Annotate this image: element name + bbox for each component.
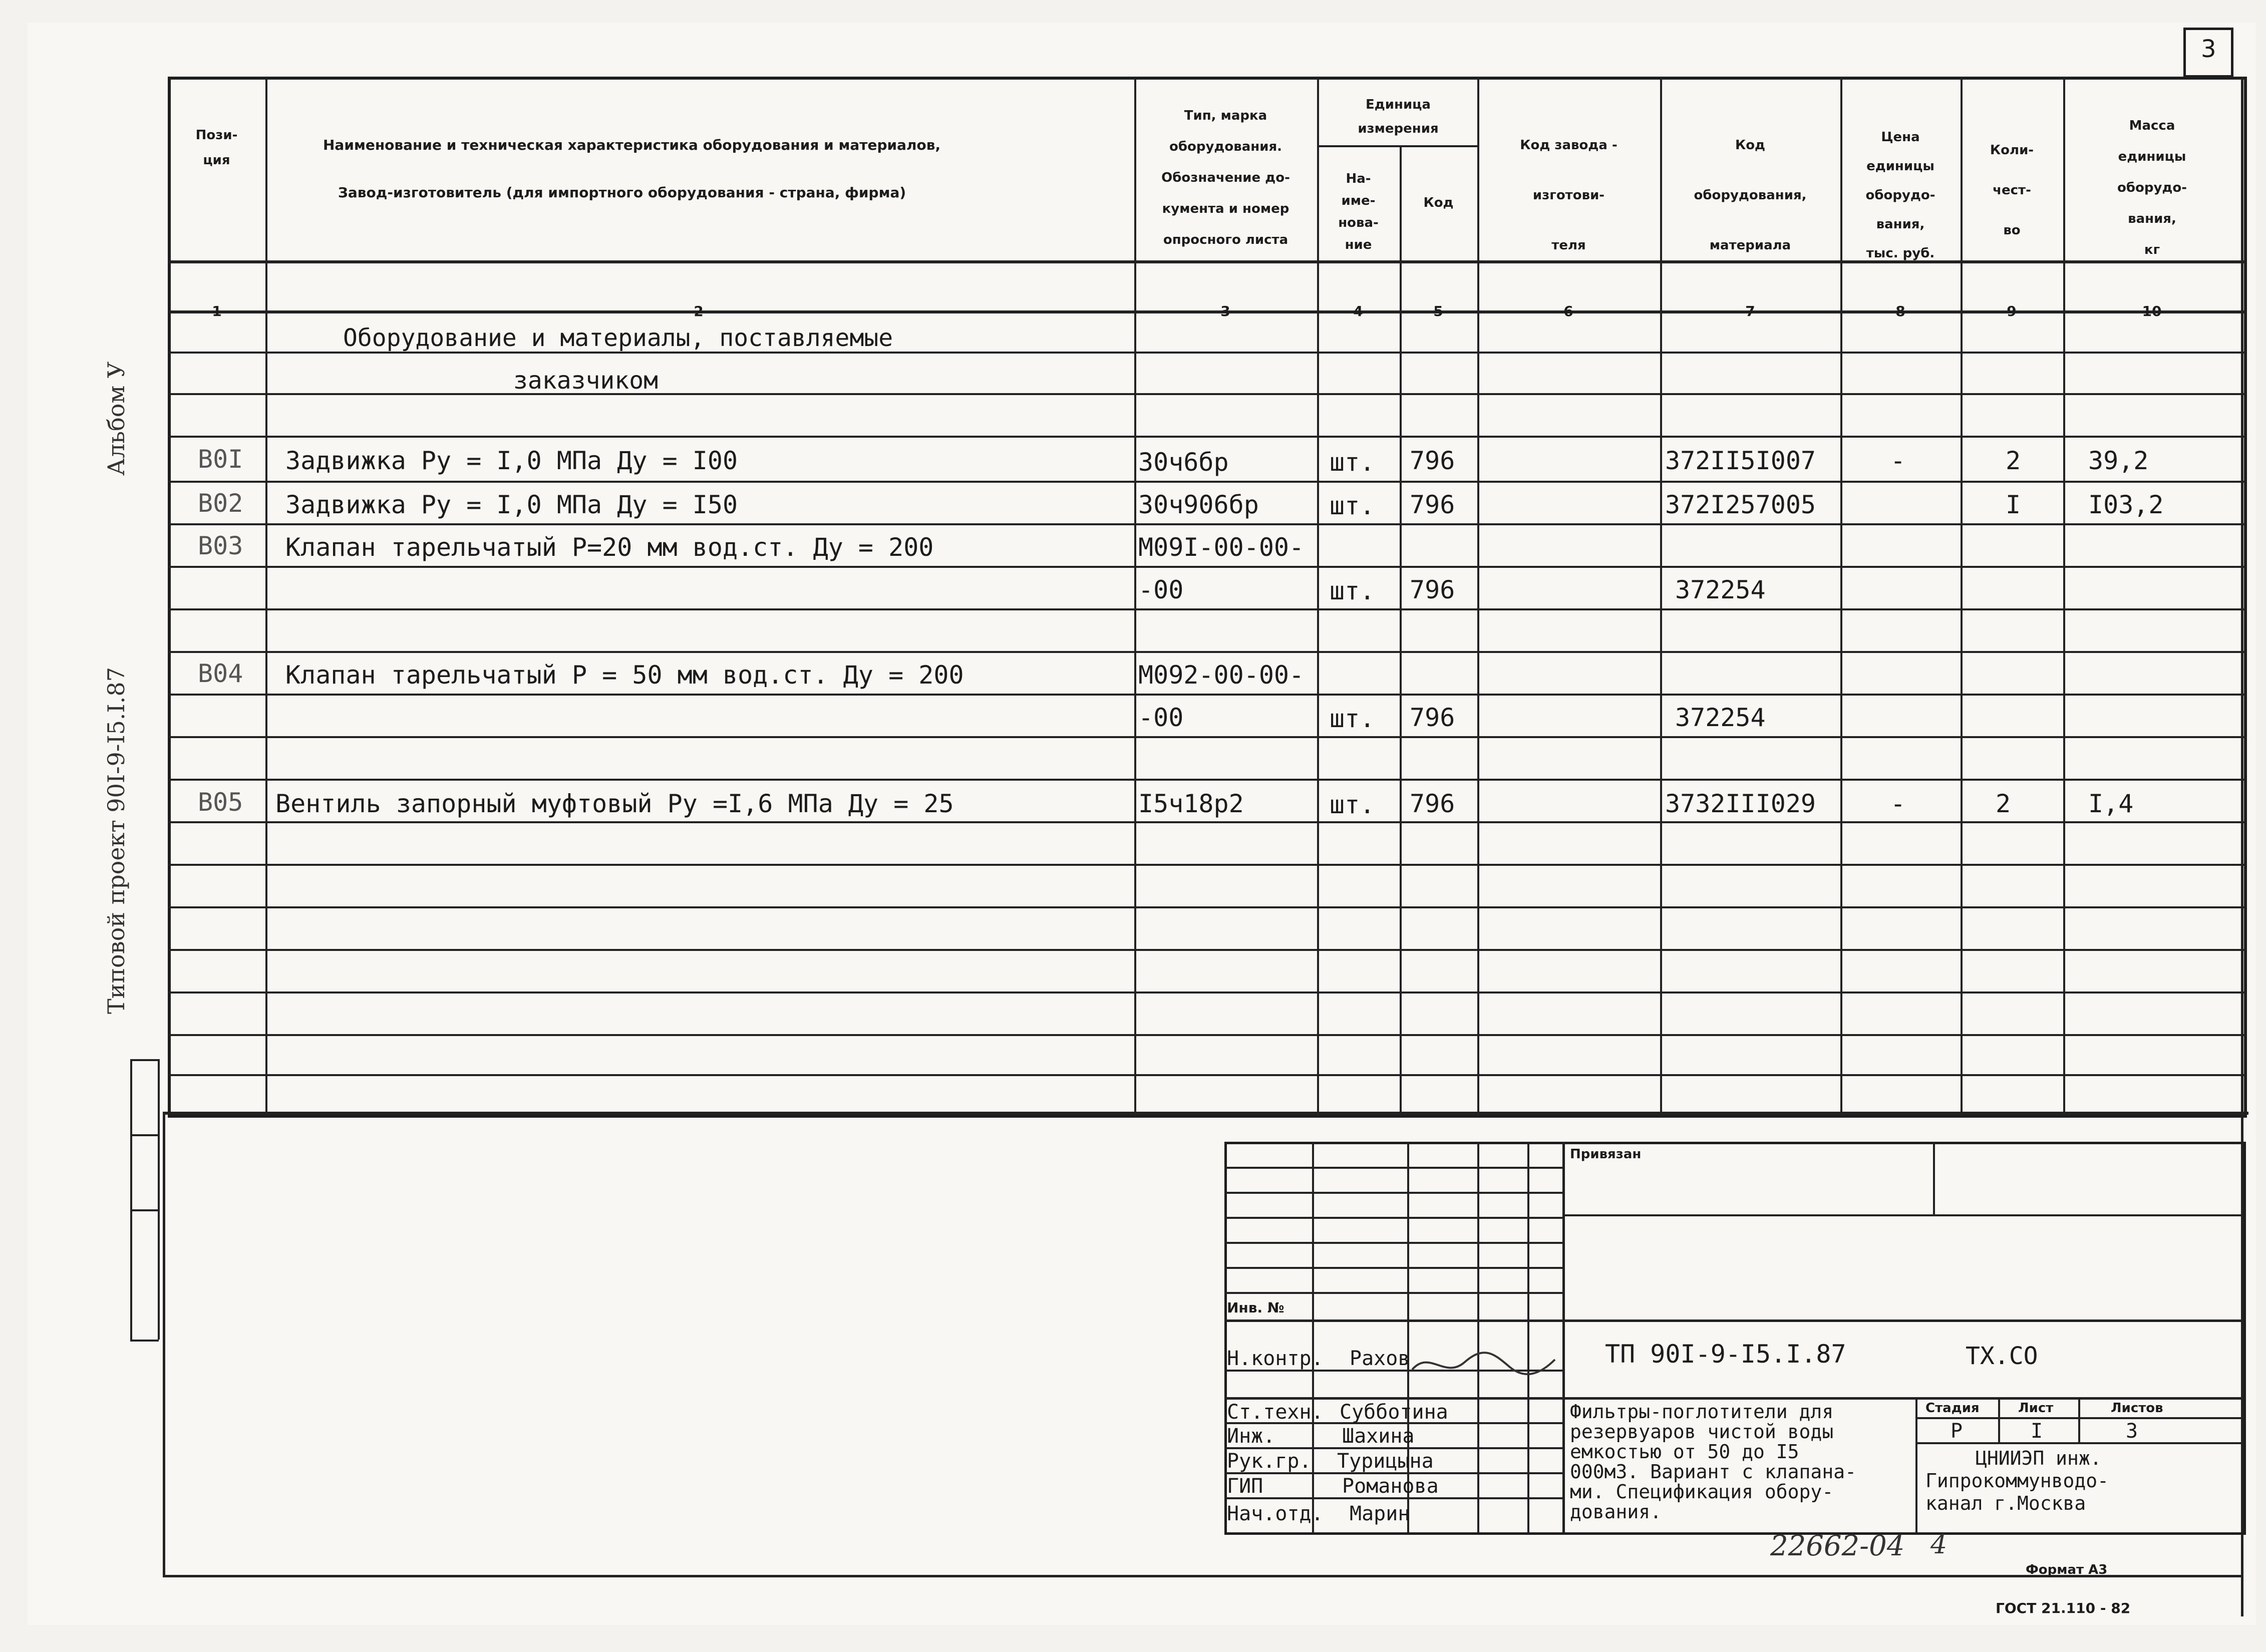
stamp-line [1224,1397,2241,1400]
row-unit-code: 796 [1410,789,1455,818]
side-album-label: Альбом У [103,361,130,476]
section-title-line1: Оборудование и материалы, поставляемые [343,324,893,352]
header-text: ция [203,153,230,168]
col-number: 4 [1353,303,1363,319]
row-line [168,1074,2246,1076]
row-position: В0I [198,445,243,474]
header-text: Масса [2129,118,2175,133]
stamp-role: Ст.техн. [1227,1401,1324,1424]
header-text: оборудования. [1169,139,1282,154]
drawing-sheet [28,23,2256,1625]
page-number: 3 [2201,35,2216,63]
row-unit: шт. [1330,491,1375,520]
stamp-stadia-label: Стадия [1925,1401,1980,1416]
header-text: теля [1551,238,1586,253]
row-line [168,906,2246,908]
header-text: вания, [1876,217,1925,232]
row-name: Клапан тарельчатый Р = 50 мм вод.ст. Ду = 200 [285,660,964,690]
row-equip-code: 372I257005 [1665,490,1816,519]
row-name: Задвижка Ру = I,0 МПа Ду = I00 [285,446,738,475]
header-text: единицы [2118,149,2186,164]
page-frame-bottom [163,1575,2243,1577]
stamp-line [1224,1319,2241,1322]
row-unit: шт. [1330,576,1375,605]
row-unit: шт. [1330,448,1375,477]
row-type: 30ч906бр [1138,490,1259,519]
row-type: М092-00-00- [1138,660,1305,690]
col-number: 5 [1433,303,1443,319]
stamp-designation: ТП 90I-9-I5.I.87 [1605,1340,1846,1369]
stamp-listov-label: Листов [2111,1401,2163,1416]
stamp-person: Романова [1342,1475,1439,1498]
header-type [1134,100,1317,255]
row-name: Вентиль запорный муфтовый Ру =I,6 МПа Ду = 25 [275,789,954,818]
binding-strip-line [158,1059,160,1340]
header-equip-code [1660,120,1840,270]
row-type-cont: -00 [1138,575,1184,604]
row-quantity: 2 [2006,446,2021,475]
header-text: во [2003,223,2021,238]
binding-strip-line [130,1209,159,1211]
row-type: М09I-00-00- [1138,533,1305,562]
row-position: В04 [198,659,243,688]
stamp-person: Рахов [1350,1347,1410,1370]
col-number: 6 [1563,303,1573,319]
stamp-title-line: дования. [1570,1501,1662,1523]
header-text: опросного листа [1163,232,1288,247]
header-text: Код [1735,138,1766,153]
binding-strip-line [130,1340,159,1342]
row-line [168,651,2246,653]
stamp-line [1224,1192,1565,1194]
stamp-line [1224,1267,1565,1269]
unit-subheader-line [1317,145,1479,147]
stamp-listov-value: 3 [2126,1420,2138,1443]
row-line [168,393,2246,395]
stamp-title-line: ми. Спецификация обору- [1570,1481,1834,1503]
row-type-cont: -00 [1138,703,1184,732]
header-text: материала [1709,238,1791,253]
stamp-person: Марин [1350,1502,1410,1525]
header-unit-group [1317,93,1479,141]
col-number: 10 [2142,303,2162,319]
header-text: кумента и номер [1162,201,1289,216]
signature-mark [1410,1345,1560,1385]
row-unit: шт. [1330,704,1375,733]
stamp-org-line: канал г.Москва [1925,1492,2086,1514]
stamp-role: Н.контр. [1227,1347,1324,1370]
stamp-line [1224,1217,1565,1219]
row-line [168,436,2246,438]
header-mass [2063,110,2241,265]
row-line [168,566,2246,568]
row-quantity: 2 [1996,789,2011,818]
row-unit-code: 796 [1410,490,1455,519]
stamp-role: Рук.гр. [1227,1450,1312,1473]
stamp-line [1565,1214,2241,1216]
side-project-label: Типовой проект 90I-9-I5.I.87 [103,667,130,1014]
row-equip-code: 372254 [1675,703,1766,732]
stamp-title-line: Фильтры-поглотители для [1570,1401,1834,1423]
header-text: чест- [1993,183,2031,198]
header-unit-code: Код [1423,195,1454,210]
row-price: - [1890,789,1906,818]
row-unit-code: 796 [1410,575,1455,604]
col-line [265,77,267,1116]
header-text: оборудо- [2117,180,2187,195]
row-name: Задвижка Ру = I,0 МПа Ду = I50 [285,490,738,519]
col-number: 3 [1220,303,1230,319]
header-text: кг [2144,242,2160,257]
header-text: тыс. руб. [1866,246,1935,261]
stamp-person: Субботина [1340,1401,1448,1424]
row-line [168,1034,2246,1036]
row-unit: шт. [1330,790,1375,819]
header-text: оборудования, [1694,188,1807,203]
header-name-line2: Завод-изготовитель (для импортного оборудования - страна, фирма) [338,184,906,201]
stamp-role: Нач.отд. [1227,1502,1324,1525]
binding-strip-line [130,1059,132,1340]
header-price [1840,123,1961,268]
stamp-person: Турицына [1337,1450,1434,1473]
row-type: 30ч6бр [1138,448,1229,477]
stamp-line [1224,1167,1565,1169]
stamp-doc-code: ТХ.СО [1966,1342,2038,1370]
row-position: В05 [198,788,243,817]
binding-strip-line [130,1134,159,1136]
header-text: На- [1346,171,1371,186]
row-equip-code: 372II5I007 [1665,446,1816,475]
col-number: 2 [694,303,704,319]
archive-sheet: 4 [1930,1530,1948,1560]
header-text: нова- [1338,215,1379,230]
stamp-line [1933,1142,1935,1214]
col-number: 8 [1895,303,1905,319]
row-price: - [1890,446,1906,475]
header-text: Цена [1881,130,1920,145]
header-text: изготови- [1532,188,1605,203]
row-mass: I03,2 [2088,490,2164,519]
stamp-line [1998,1397,2000,1443]
row-line [168,694,2246,696]
row-quantity: I [2006,490,2021,519]
row-type: I5ч18р2 [1138,789,1244,818]
stamp-list-value: I [2031,1420,2043,1443]
header-name-line1: Наименование и техническая характеристика оборудования и материалов, [323,137,941,153]
stamp-line [1224,1292,1565,1294]
row-equip-code: 3732III029 [1665,789,1816,818]
header-text: Тип, марка [1184,108,1267,123]
table-bottom-line [163,1112,2248,1115]
page-frame-left [163,1112,165,1577]
header-text: Коли- [1990,143,2034,158]
header-unit-name [1317,168,1400,256]
stamp-person: Шахина [1342,1425,1415,1448]
header-text: оборудо- [1865,188,1935,203]
stamp-org-line: ЦНИИЭП инж. [1976,1447,2102,1469]
format-label: Формат А3 [2026,1562,2108,1577]
row-line [168,821,2246,823]
stamp-line [1224,1242,1565,1244]
row-position: В02 [198,489,243,518]
row-unit-code: 796 [1410,446,1455,475]
stamp-line [2078,1397,2080,1443]
section-title-line2: заказчиком [513,367,658,395]
archive-number: 22662-04 [1770,1530,1905,1562]
row-line [168,779,2246,781]
header-text: единицы [1866,159,1934,174]
stamp-title-line: 000м3. Вариант с клапана- [1570,1461,1856,1483]
stamp-title-line: емкостью от 50 до I5 [1570,1441,1799,1463]
row-mass: 39,2 [2088,446,2149,475]
col-number: 7 [1745,303,1755,319]
header-plant-code [1477,120,1660,270]
row-name: Клапан тарельчатый Р=20 мм вод.ст. Ду = 200 [285,533,934,562]
row-line [168,864,2246,866]
header-text: Обозначение до- [1161,170,1290,185]
header-text: Единица [1366,97,1431,112]
row-line [168,949,2246,951]
row-mass: I,4 [2088,789,2134,818]
col-number: 1 [212,303,222,319]
header-text: Код завода - [1520,138,1617,153]
row-unit-code: 796 [1410,703,1455,732]
row-line [168,481,2246,483]
col-line [1400,145,1402,1116]
col-number: 9 [2007,303,2017,319]
stamp-privyazan-label: Привязан [1570,1147,1642,1162]
binding-strip-line [130,1059,159,1061]
row-position: В03 [198,531,243,560]
stamp-role: ГИП [1227,1475,1263,1498]
stamp-role: Инж. [1227,1425,1275,1448]
header-text: Пози- [195,128,238,143]
stamp-title-line: резервуаров чистой воды [1570,1421,1834,1443]
row-line [168,523,2246,525]
header-text: име- [1341,193,1376,208]
header-text: вания, [2128,211,2176,226]
stamp-list-label: Лист [2018,1401,2054,1416]
stamp-org-line: Гипрокоммунводо- [1925,1470,2109,1492]
row-line [168,736,2246,738]
header-text: ние [1345,237,1372,252]
header-quantity [1961,130,2063,250]
stamp-inv-label: Инв. № [1227,1299,1284,1316]
row-equip-code: 372254 [1675,575,1766,604]
row-line [168,608,2246,610]
header-position [168,123,265,173]
row-line [168,992,2246,994]
gost-label: ГОСТ 21.110 - 82 [1996,1600,2131,1616]
stamp-stadia-value: Р [1951,1420,1963,1443]
header-text: измерения [1358,121,1439,136]
